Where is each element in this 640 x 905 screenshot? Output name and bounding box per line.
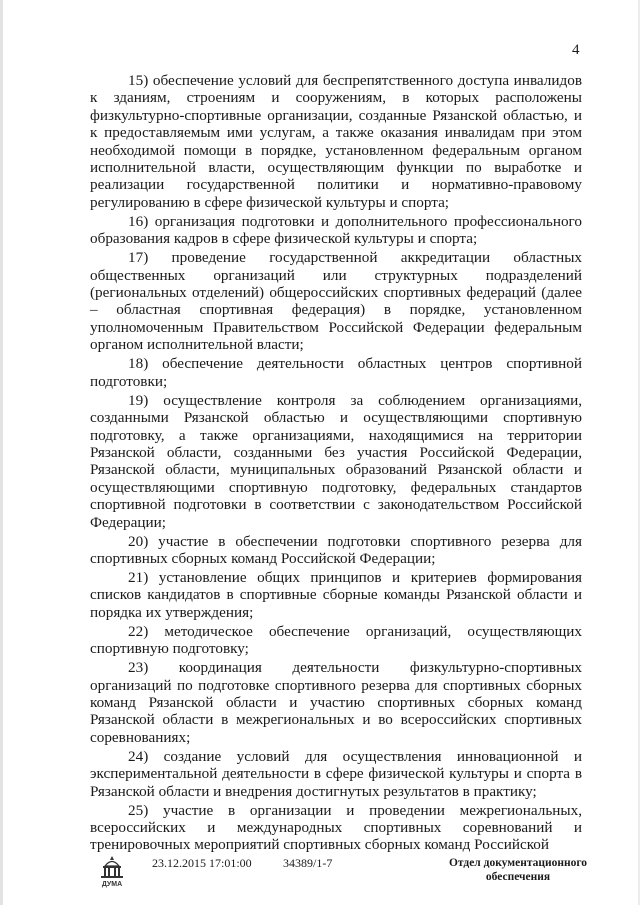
footer-dept-line2: обеспечения [485, 871, 551, 883]
paragraph-item-22: 22) методическое обеспечение организаций, осуществляющих спортивную подготовку; [90, 622, 582, 658]
footer-doc-number: 34389/1-7 [283, 856, 333, 870]
document-body [90, 72, 582, 855]
paragraph-item-19: 19) осуществление контроля за соблюдением организациями, созданными Рязанской областью и осуществляющими спортивную подготовку, а также организациями, находящимися на территории Рязанской области, созданными без участия Российской Федерации, Рязанской области, муниципальных образований Рязанской области и осуществляющими спортивную подготовку, федеральных стандартов спортивной подготовки в соответствии с законодательством Российской Федерации; [90, 391, 582, 531]
footer-dept-line1: Отдел документационного [448, 857, 588, 869]
footer-date: 23.12.2015 17:01:00 [152, 856, 252, 870]
seal-text: ДУМА [101, 881, 123, 888]
page-number: 4 [572, 42, 580, 58]
paragraph-item-23: 23) координация деятельности физкультурно-спортивных организаций по подготовке спортивного резерва для спортивных сборных команд Рязанской области и участию спортивных сборных команд Рязанской области в межрегиональных и во всероссийских спортивных соревнованиях; [90, 659, 582, 746]
paragraph-item-18: 18) обеспечение деятельности областных центров спортивной подготовки; [90, 355, 582, 390]
paragraph-item-15: 15) обеспечение условий для беспрепятственного доступа инвалидов к зданиям, строениям и сооружениям, в которых расположены физкультурно-спортивные организации, созданные Рязанской областью, и к предоставляемым ими услугам, а также оказания инвалидам при этом необходимой помощи в порядке, установленном федеральным органом исполнительной власти, осуществляющим функции по выработке и реализации государственной политики и нормативно-правовому регулированию в сфере физической культуры и спорта; [90, 72, 582, 211]
document-footer [0, 854, 640, 894]
paragraph-item-20: 20) участие в обеспечении подготовки спортивного резерва для спортивных сборных команд Российской Федерации; [90, 532, 582, 567]
paragraph-item-24: 24) создание условий для осуществления инновационной и экспериментальной деятельности в сфере физической культуры и спорта в Рязанской области и внедрения достигнутых результатов в практику; [90, 747, 582, 800]
paragraph-item-21: 21) установление общих принципов и критериев формирования списков кандидатов в спортивные сборные команды Рязанской области и порядка их утверждения; [90, 568, 582, 621]
duma-building-seal-icon [97, 854, 127, 888]
footer-department [448, 856, 588, 884]
paragraph-item-16: 16) организация подготовки и дополнительного профессионального образования кадров в сфере физической культуры и спорта; [90, 212, 582, 248]
paragraph-item-17: 17) проведение государственной аккредитации областных общественных организаций или структурных подразделений (региональных отделений) общероссийских спортивных федераций (далее – областная спортивная федерация) в порядке, установленном уполномоченным Правительством Российской Федерации федеральным органом исполнительной власти; [90, 249, 582, 354]
paragraph-item-25: 25) участие в организации и проведении межрегиональных, всероссийских и международных спортивных соревнований и тренировочных мероприятий спортивных сборных команд Российской [90, 801, 582, 854]
scan-edge-left [0, 0, 3, 905]
